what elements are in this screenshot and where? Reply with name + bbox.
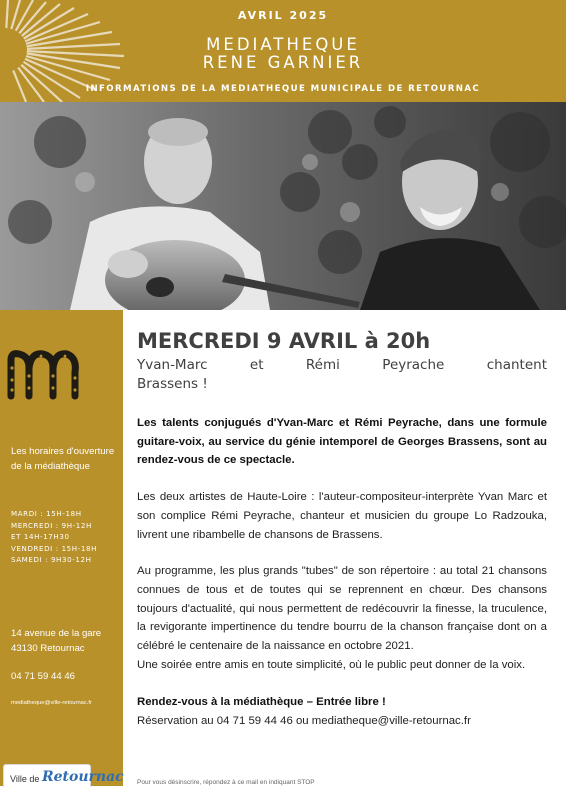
event-reservation: Réservation au 04 71 59 44 46 ou mediatheque@ville-retournac.fr [137, 715, 471, 728]
hours-line: MERCREDI : 9H-12H [11, 520, 92, 530]
hours-line: MARDI : 15H-18H [11, 509, 82, 518]
title-line-2: RENE GARNIER [202, 53, 364, 72]
event-paragraph-1: Les deux artistes de Haute-Loire : l'auteur-compositeur-interprète Yvan Marc et son complice Rémi Peyrache, chanteur et musicien du groupe Lo Radzouka, livrent une ribambelle de chansons de Brassens. [137, 491, 547, 541]
hours-line: SAMEDI : 9H30-12H [11, 555, 92, 565]
hours-line: ET 14H-17H30 [11, 532, 70, 542]
unsubscribe-note: Pour vous désinscrire, répondez à ce mail en indiquant STOP [137, 779, 315, 786]
town-logo-name: Retournac [42, 769, 124, 785]
town-logo [3, 764, 124, 787]
header-subtitle: INFORMATIONS DE LA MEDIATHEQUE MUNICIPALE DE RETOURNAC [85, 84, 481, 94]
artists-photo [0, 102, 566, 310]
header-banner [0, 0, 566, 102]
event-intro: Les talents conjugués d'Yvan-Marc et Rémi Peyrache, dans une formule guitare-voix, au service du génie intemporel de Georges Brassens, sont au rendez-vous de ce spectacle. [137, 417, 547, 467]
address [11, 626, 123, 656]
stylized-m-logo-icon [7, 346, 79, 402]
email-link[interactable]: mediatheque@ville-retournac.fr [11, 700, 92, 706]
event-title: MERCREDI 9 AVRIL à 20h [137, 329, 431, 353]
event-paragraph-2: Au programme, les plus grands "tubes" de son répertoire : au total 21 chansons connues de tous et de toutes qui se reprennent en chœur. Des chansons toujours d'actualité, qui nous permettent de redécouvrir la finesse, la truculence, la revigorante impertinence du tendre bourru de la chanson française dont on a célébré le centenaire de la naissance en octobre 2021. [137, 565, 547, 653]
event-subtitle-line-2: Brassens ! [137, 376, 208, 392]
issue-date: AVRIL 2025 [237, 9, 329, 22]
town-logo-prefix: Ville de [10, 774, 40, 784]
title-line-1: MEDIATHEQUE [206, 35, 360, 54]
address-line-1: 14 avenue de la gare [11, 628, 102, 639]
opening-hours [11, 508, 123, 566]
address-line-2: 43130 Retournac [11, 643, 85, 654]
event-article [137, 328, 547, 731]
event-paragraph-3: Une soirée entre amis en toute simplicité, où le public peut donner de la voix. [137, 658, 526, 671]
event-subtitle-line-1: Yvan-Marc et Rémi Peyrache chantent [137, 357, 547, 373]
hours-line: VENDREDI : 15H-18H [11, 543, 98, 553]
event-rdv: Rendez-vous à la médiathèque – Entrée libre ! [137, 696, 386, 709]
info-sidebar [0, 310, 123, 786]
phone-number[interactable]: 04 71 59 44 46 [11, 671, 76, 682]
page-title [0, 36, 566, 72]
hours-title: Les horaires d'ouverture de la médiathèque [11, 446, 115, 472]
